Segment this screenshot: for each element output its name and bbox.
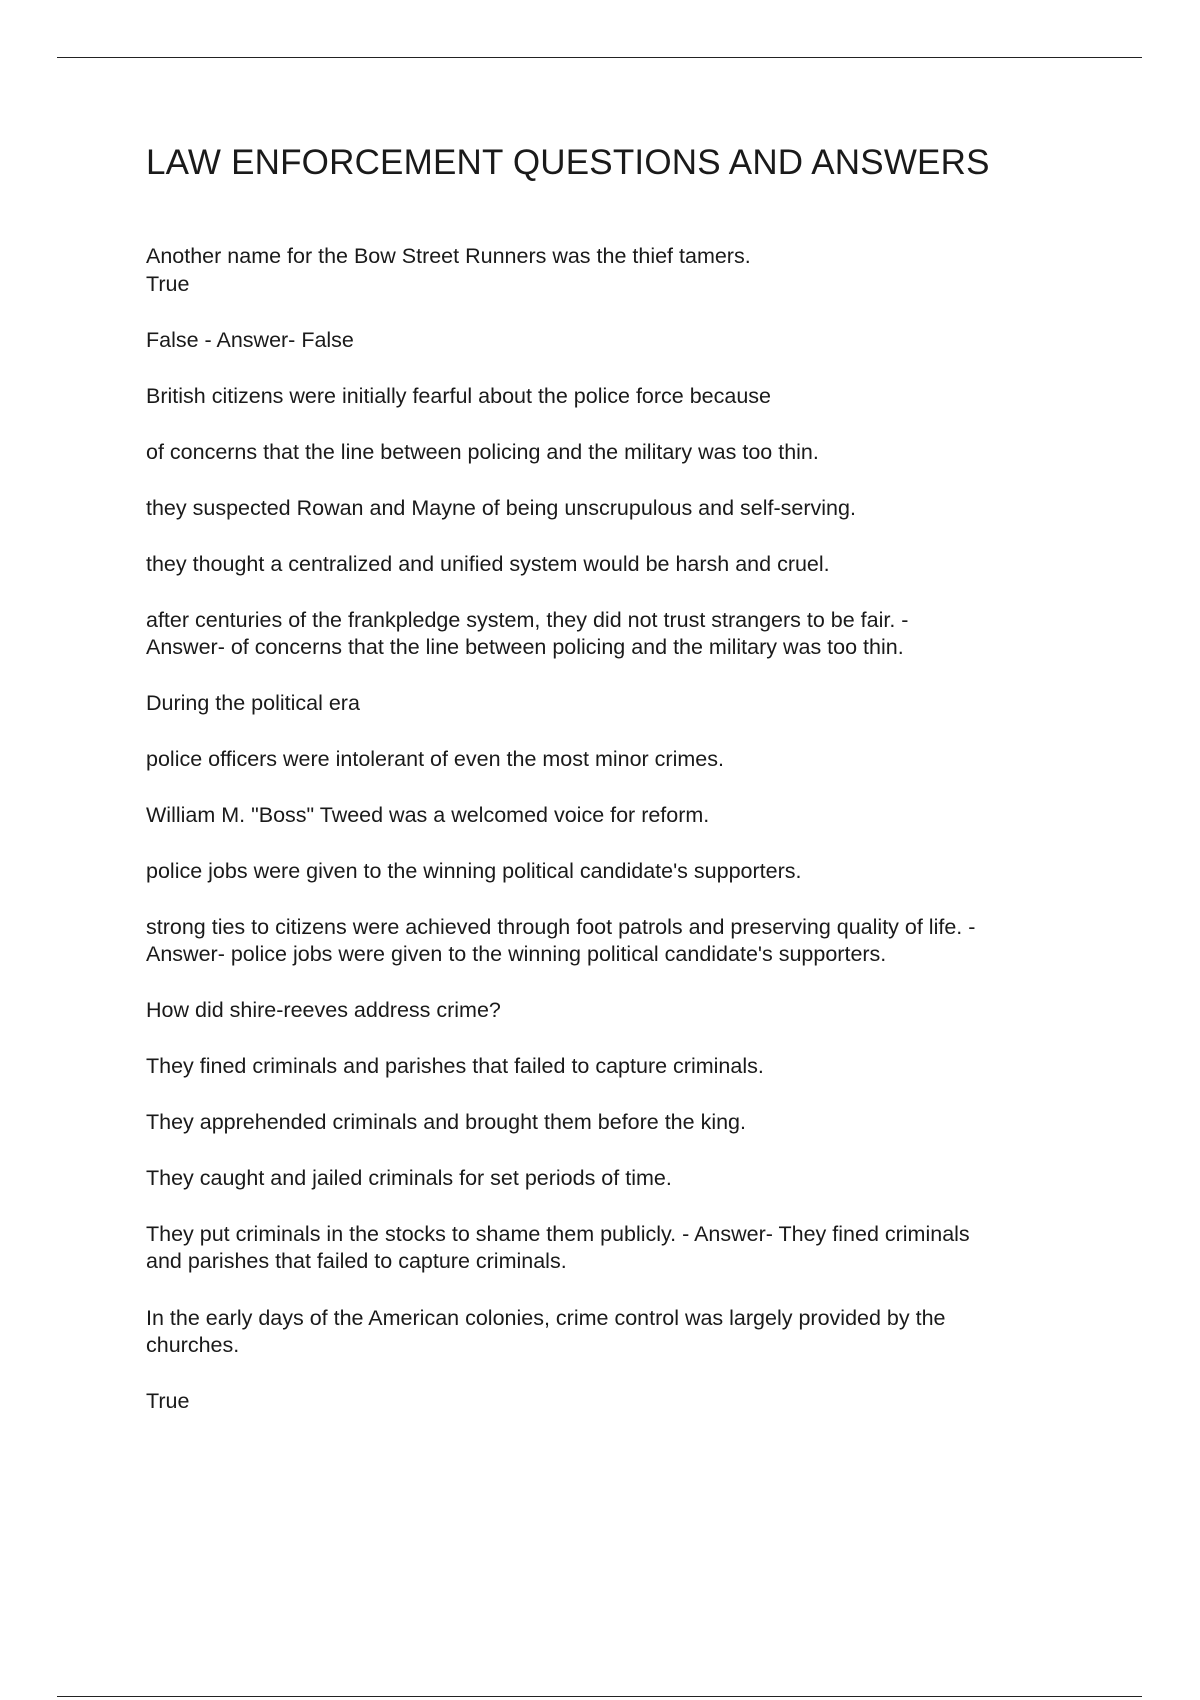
- text-line: How did shire-reeves address crime?: [146, 998, 501, 1022]
- text-line: Answer- of concerns that the line between policing and the military was too thin.: [146, 635, 904, 659]
- text-line: British citizens were initially fearful about the police force because: [146, 384, 772, 408]
- text-line: Another name for the Bow Street Runners was the thief tamers.: [146, 244, 751, 268]
- text-line: They apprehended criminals and brought them before the king.: [146, 1110, 746, 1134]
- bottom-divider: [57, 1696, 1142, 1697]
- text-line: they suspected Rowan and Mayne of being unscrupulous and self-serving.: [146, 496, 856, 520]
- text-line: they thought a centralized and unified system would be harsh and cruel.: [146, 552, 830, 576]
- text-line: False - Answer- False: [146, 328, 354, 352]
- page-title: LAW ENFORCEMENT QUESTIONS AND ANSWERS: [146, 143, 990, 182]
- text-line: True: [146, 1389, 190, 1413]
- text-line: They put criminals in the stocks to shame them publicly. - Answer- They fined criminals: [146, 1222, 970, 1246]
- text-line: after centuries of the frankpledge system, they did not trust strangers to be fair. -: [146, 608, 909, 632]
- text-line: strong ties to citizens were achieved through foot patrols and preserving quality of life. -: [146, 915, 976, 939]
- text-line: and parishes that failed to capture criminals.: [146, 1249, 567, 1273]
- top-divider: [57, 57, 1142, 58]
- text-line: In the early days of the American colonies, crime control was largely provided by the: [146, 1306, 946, 1330]
- text-line: They caught and jailed criminals for set periods of time.: [146, 1166, 672, 1190]
- text-line: churches.: [146, 1333, 240, 1357]
- text-line: During the political era: [146, 691, 360, 715]
- text-line: police jobs were given to the winning political candidate's supporters.: [146, 859, 802, 883]
- text-line: They fined criminals and parishes that failed to capture criminals.: [146, 1054, 764, 1078]
- text-line: of concerns that the line between policing and the military was too thin.: [146, 440, 819, 464]
- text-line: True: [146, 272, 190, 296]
- text-line: Answer- police jobs were given to the winning political candidate's supporters.: [146, 942, 887, 966]
- text-line: William M. "Boss" Tweed was a welcomed voice for reform.: [146, 803, 710, 827]
- text-line: police officers were intolerant of even the most minor crimes.: [146, 747, 724, 771]
